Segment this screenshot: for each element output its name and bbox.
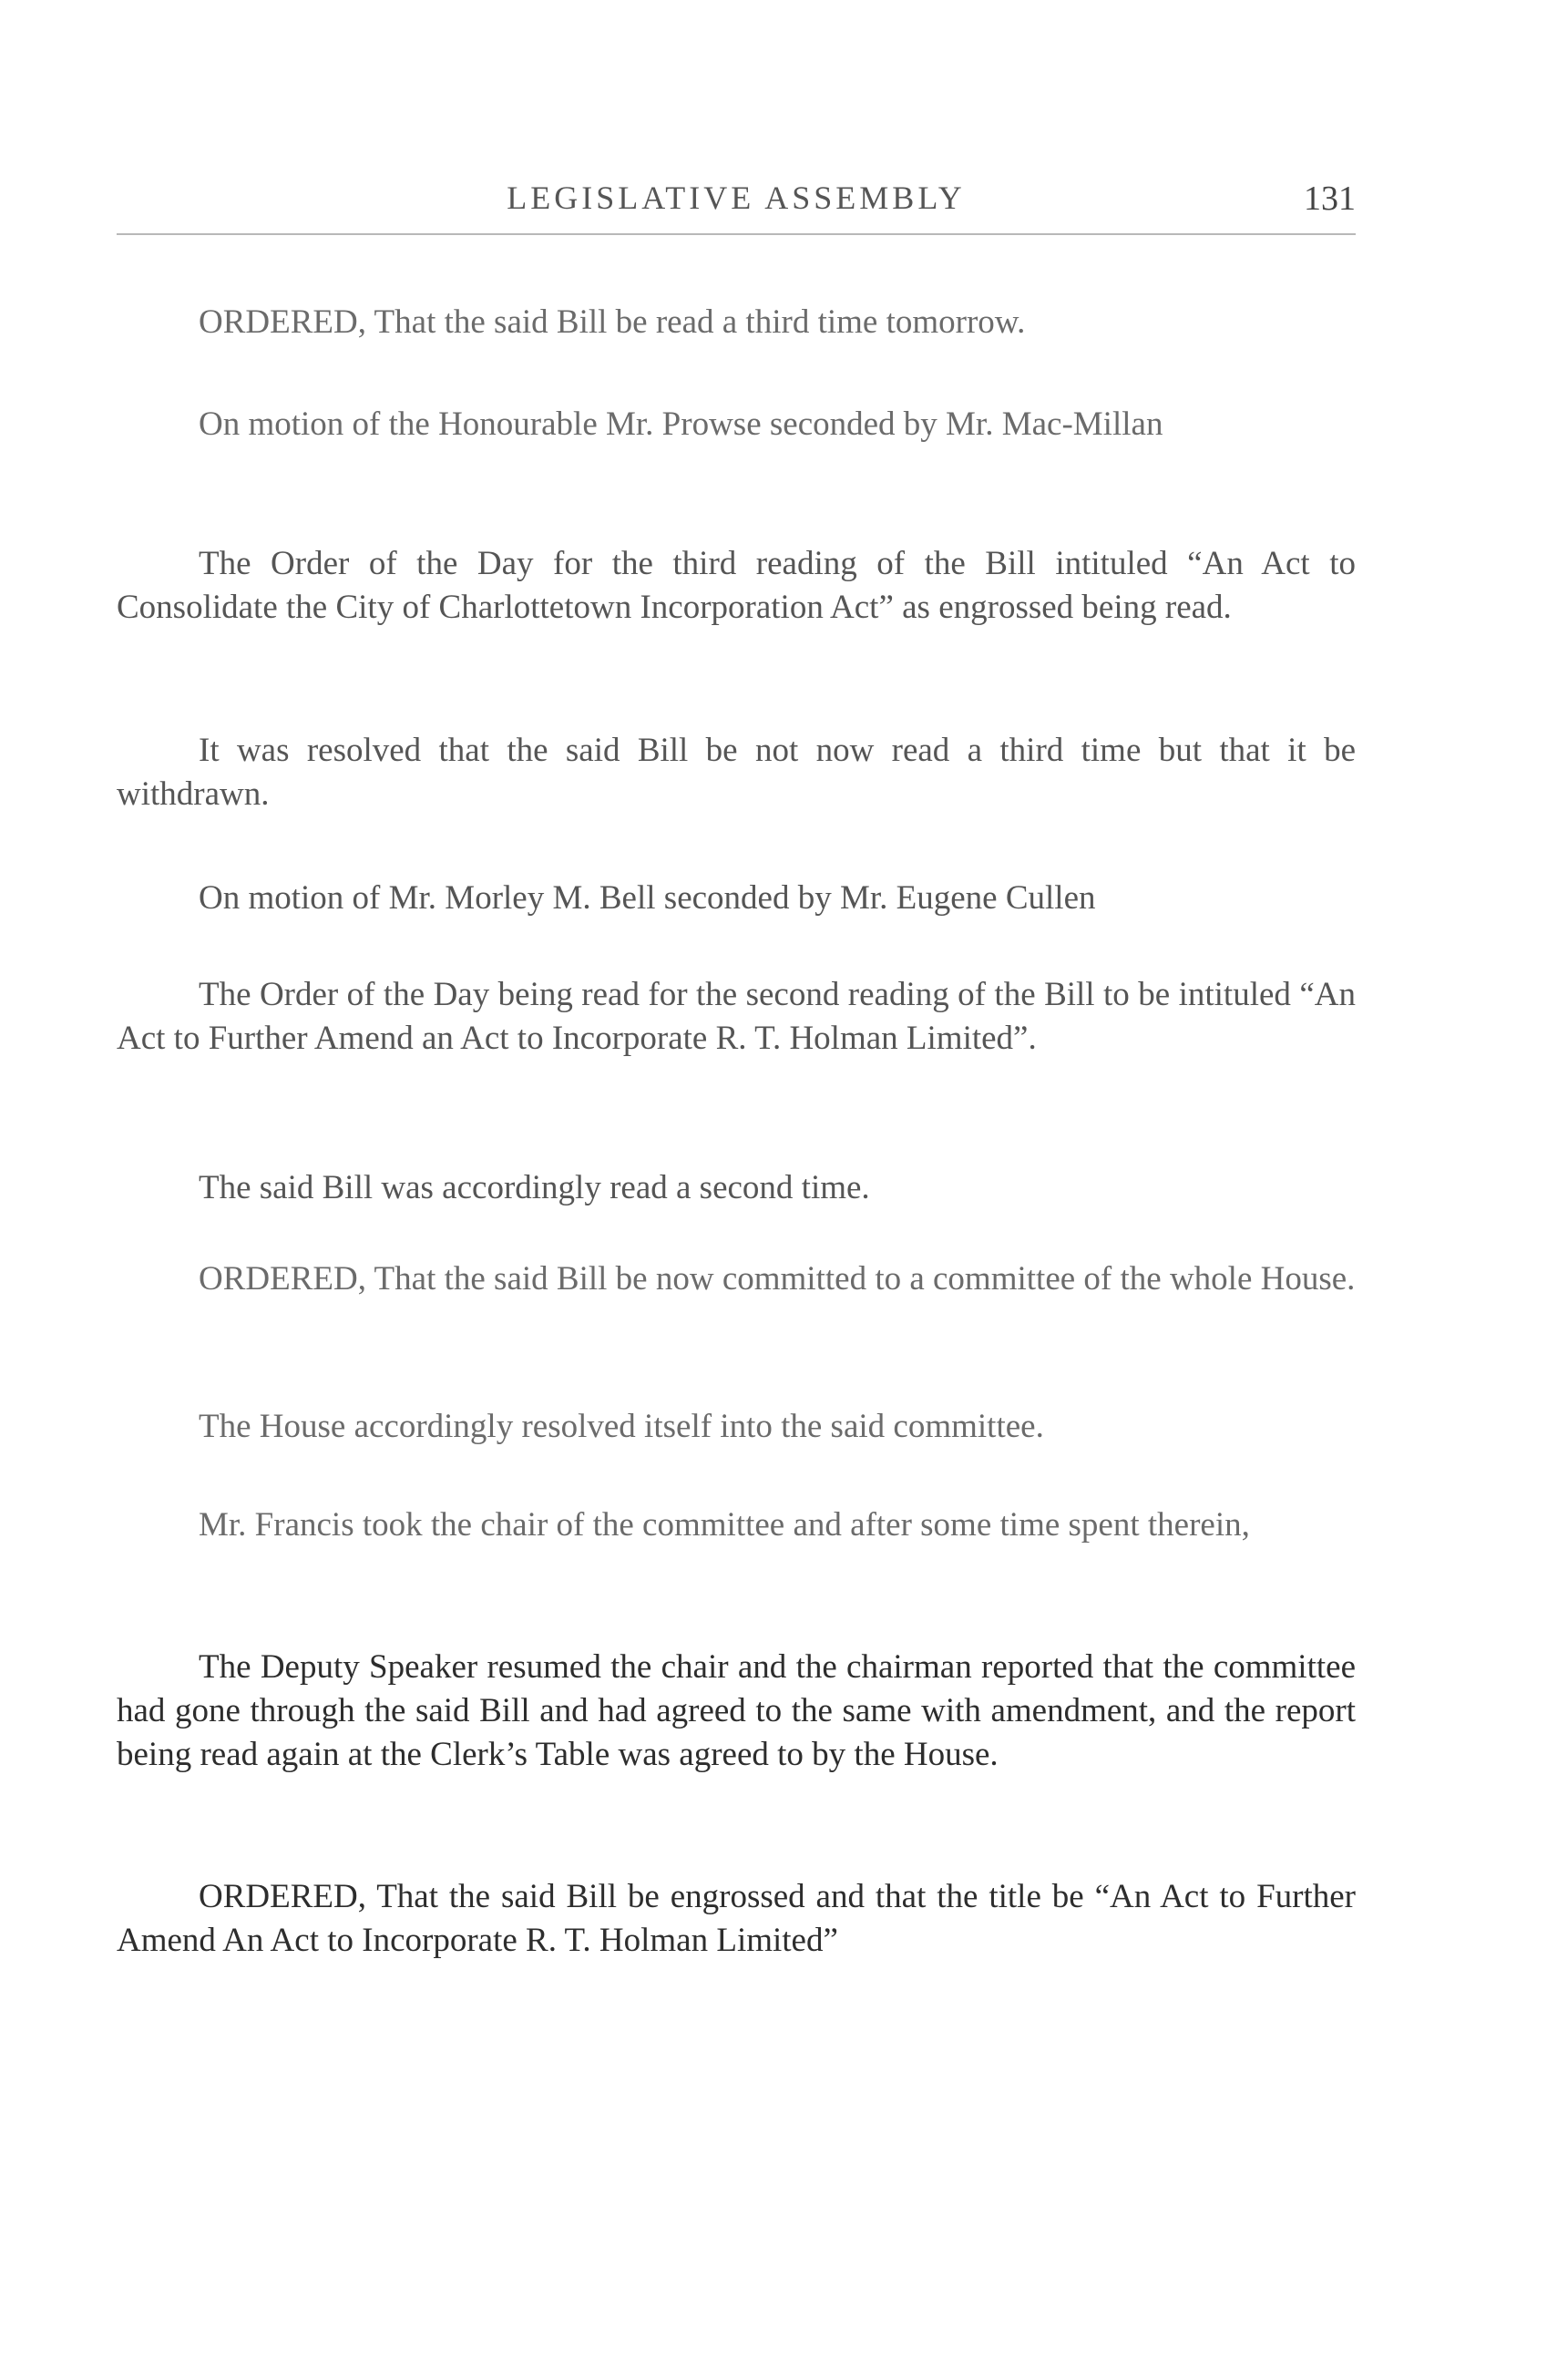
- paragraph-second-reading: The said Bill was accordingly read a second time.: [199, 1169, 870, 1206]
- running-head: [117, 179, 1356, 233]
- paragraph-order-of-day-charlottetown: The Order of the Day for the third reading of the Bill intituled “An Act to Consolidate the City of Charlottetown Incorporation Act” as engrossed being read.: [117, 545, 1356, 626]
- paragraph-deputy-speaker: The Deputy Speaker resumed the chair and the chairman reported that the committee had gone through the said Bill and had agreed to the same with amendment, and the report being read again at the Clerk’s Table was agreed to by the House.: [117, 1648, 1356, 1773]
- paragraph-ordered-third-reading: ORDERED, That the said Bill be read a third time tomorrow.: [199, 303, 1026, 341]
- paragraph-resolved-withdrawn: It was resolved that the said Bill be not now read a third time but that it be withdrawn.: [117, 732, 1356, 813]
- page-number: 131: [1304, 180, 1356, 218]
- running-title: LEGISLATIVE ASSEMBLY: [507, 180, 966, 216]
- paragraph-ordered-engrossed: ORDERED, That the said Bill be engrossed and that the title be “An Act to Further Amend An Act to Incorporate R. T. Holman Limited”: [117, 1878, 1356, 1959]
- paragraph-motion-prowse: On motion of the Honourable Mr. Prowse seconded by Mr. Mac-Millan: [199, 405, 1163, 443]
- paragraph-ordered-committee: ORDERED, That the said Bill be now committed to a committee of the whole House.: [199, 1260, 1356, 1298]
- paragraph-order-of-day-holman: The Order of the Day being read for the second reading of the Bill to be intituled “An Act to Further Amend an Act to Incorporate R. T. Holman Limited”.: [117, 976, 1356, 1057]
- paragraph-house-resolved: The House accordingly resolved itself into the said committee.: [199, 1408, 1044, 1445]
- paragraph-motion-bell: On motion of Mr. Morley M. Bell seconded by Mr. Eugene Cullen: [199, 879, 1096, 917]
- header-rule: [117, 233, 1356, 235]
- paragraph-francis-chair: Mr. Francis took the chair of the committee and after some time spent therein,: [199, 1506, 1250, 1544]
